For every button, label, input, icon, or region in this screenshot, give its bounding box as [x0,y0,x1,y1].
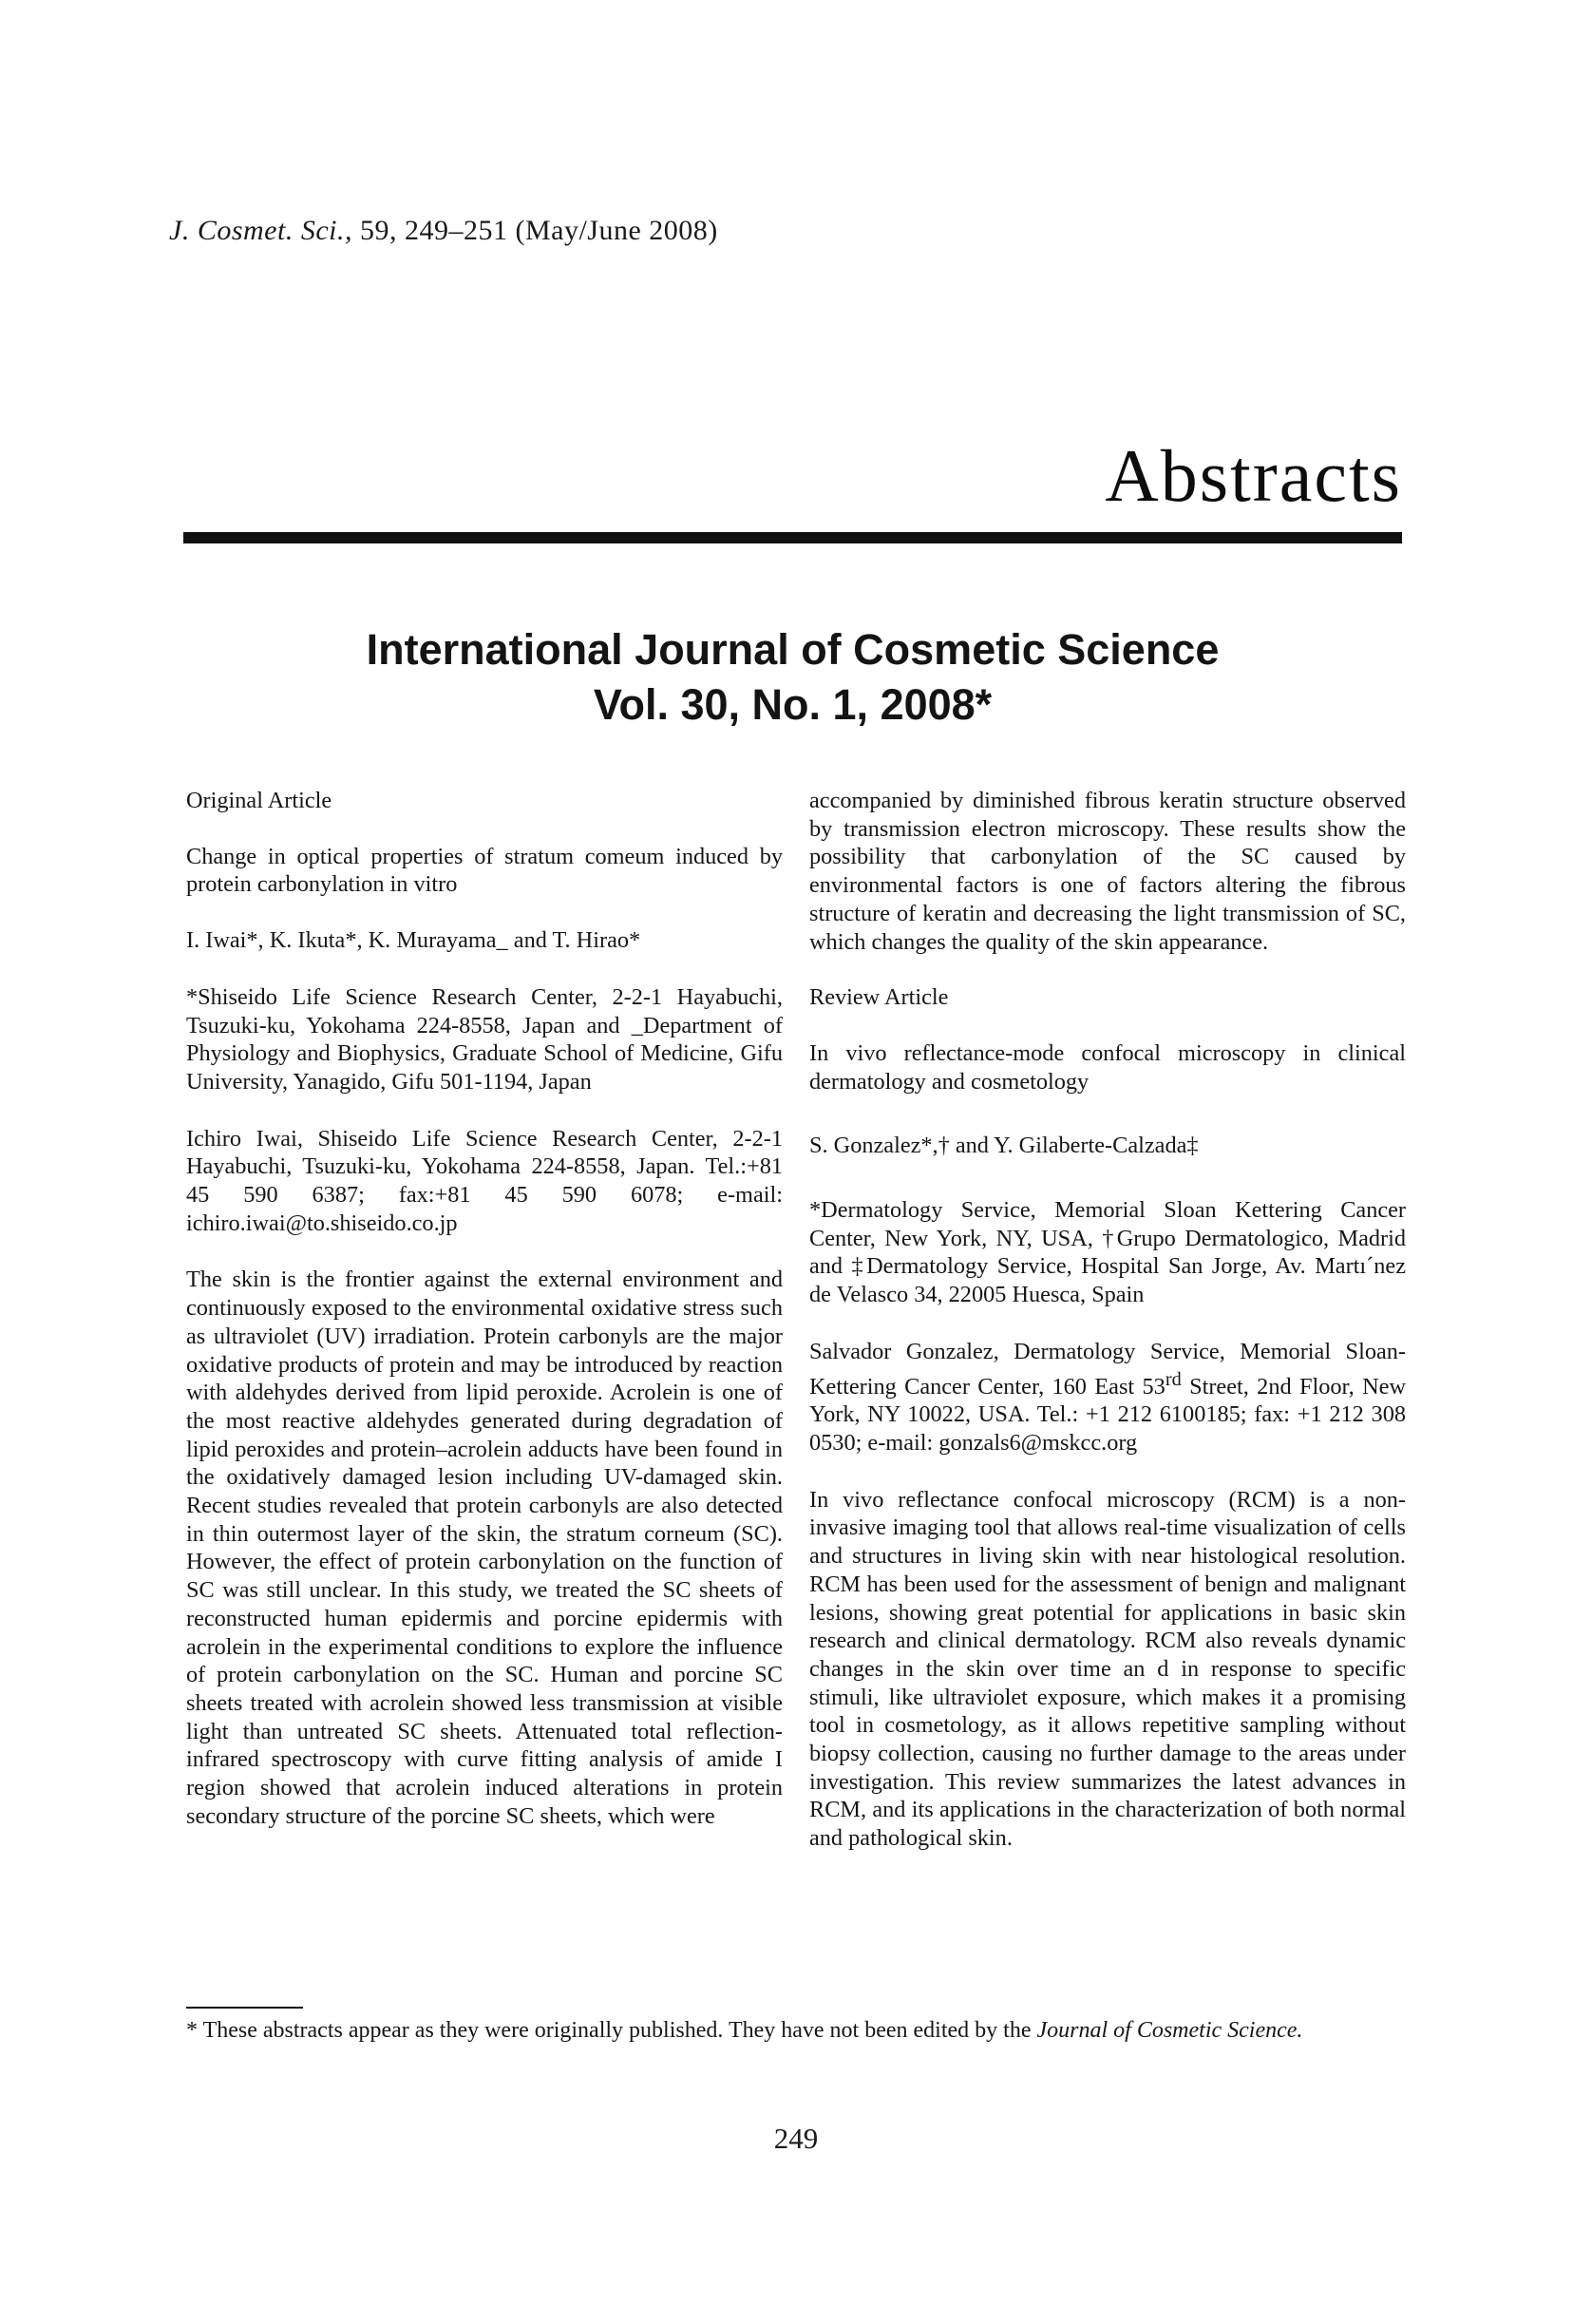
article2-title: In vivo reflectance-mode confocal microscopy in clinical dermatology and cosmetology [809,1039,1406,1095]
article1-abstract-continued: accompanied by diminished fibrous keratin structure observed by transmission electron microscopy. These results show the possibility that carbonylation of the SC caused by environmental factors is one of factors altering the fibrous structure of keratin and decreasing the light transmission of SC, which changes the quality of the skin appearance. [809,788,1406,955]
right-column [809,787,1406,1853]
running-head [169,215,718,247]
article1-authors: I. Iwai*, K. Ikuta*, K. Murayama_ and T. Hirao* [186,927,641,954]
article2-type: Review Article [809,984,949,1011]
article1-affiliation: *Shiseido Life Science Research Center, 2-2-1 Hayabuchi, Tsuzuki-ku, Yokohama 224-8558, Japan and _Department of Physiology and Biophysics, Graduate School of Medicine, Gifu University, Yanagido, Gifu 501-1194, Japan [186,983,783,1095]
article2-correspondence [809,1338,1406,1457]
article2-authors: S. Gonzalez*,† and Y. Gilaberte-Calzada‡ [809,1133,1199,1159]
journal-abbreviation: J. Cosmet. Sci., [169,215,352,246]
ordinal-suffix: rd [1165,1368,1182,1390]
correspondence-text-end: Street, 2nd Floor, New York, NY 10022, USA. Tel.: +1 212 6100185; fax: +1 212 308 0530; e-mail: gonzals6@mskcc.org [809,1373,1406,1457]
journal-title [183,622,1402,733]
article1-abstract: The skin is the frontier against the external environment and continuously exposed to the environmental oxidative stress such as ultraviolet (UV) irradiation. Protein carbonyls are the major oxidative products of protein and may be introduced by reaction with aldehydes derived from lipid peroxide. Acrolein is one of the most reactive aldehydes generated during degradation of lipid peroxides and protein–acrolein adducts have been found in the oxidatively damaged lesion including UV-damaged skin. Recent studies revealed that protein carbonyls are also detected in thin outermost layer of the skin, the stratum corneum (SC). However, the effect of protein carbonylation on the function of SC was still unclear. In this study, we treated the SC sheets of reconstructed human epidermis and porcine epidermis with acrolein in the experimental conditions to explore the influence of protein carbonylation on the SC. Human and porcine SC sheets treated with acrolein showed less transmission at visible light than untreated SC sheets. Attenuated total reflection-infrared spectroscopy with curve fitting analysis of amide I region showed that acrolein induced alterations in protein secondary structure of the porcine SC sheets, which were [186,1267,783,1829]
journal-name: International Journal of Cosmetic Science [366,625,1220,674]
footnote [186,2016,1402,2045]
section-title: Abstracts [1105,434,1402,517]
article1-type: Original Article [186,788,332,813]
footnote-text: * These abstracts appear as they were originally published. They have not been edited by the [186,2018,1037,2043]
article1-correspondence: Ichiro Iwai, Shiseido Life Science Research Center, 2-2-1 Hayabuchi, Tsuzuki-ku, Yokohama 224-8558, Japan. Tel.:+81 45 590 6387; fax:+81 45 590 6078; e-mail: ichiro.iwai@to.shiseido.co.jp [186,1125,783,1236]
citation: 59, 249–251 (May/June 2008) [359,215,718,246]
journal-volume: Vol. 30, No. 1, 2008* [593,680,993,729]
correspondence-text-start: Salvador Gonzalez, Dermatology Service, Memorial Sloan-Kettering Cancer Center, 160 East 53 [809,1338,1406,1400]
article1-title: Change in optical properties of stratum comeum induced by protein carbonylation in vitro [186,843,783,898]
footnote-journal: Journal of Cosmetic Science. [1036,2018,1303,2043]
article2-abstract: In vivo reflectance confocal microscopy (RCM) is a non-invasive imaging tool that allows real-time visualization of cells and structures in living skin with near histological resolution. RCM has been used for the assessment of benign and malignant lesions, showing great potential for applications in basic skin research and clinical dermatology. RCM also reveals dynamic changes in the skin over time an d in response to specific stimuli, like ultraviolet exposure, which makes it a promising tool in cosmetology, as it allows repetitive sampling without biopsy collection, causing no further damage to the areas under investigation. This review summarizes the latest advances in RCM, and its applications in the characterization of both normal and pathological skin. [809,1486,1406,1852]
page-number: 249 [773,2122,819,2155]
footnote-rule [186,2007,303,2009]
left-column [186,787,783,1831]
article2-affiliation: *Dermatology Service, Memorial Sloan Kettering Cancer Center, New York, NY, USA, †Grupo Dermatologico, Madrid and ‡Dermatology Service, Hospital San Jorge, Av. Martı´nez de Velasco 34, 22005 Huesca, Spain [809,1197,1406,1308]
title-rule [183,532,1402,543]
